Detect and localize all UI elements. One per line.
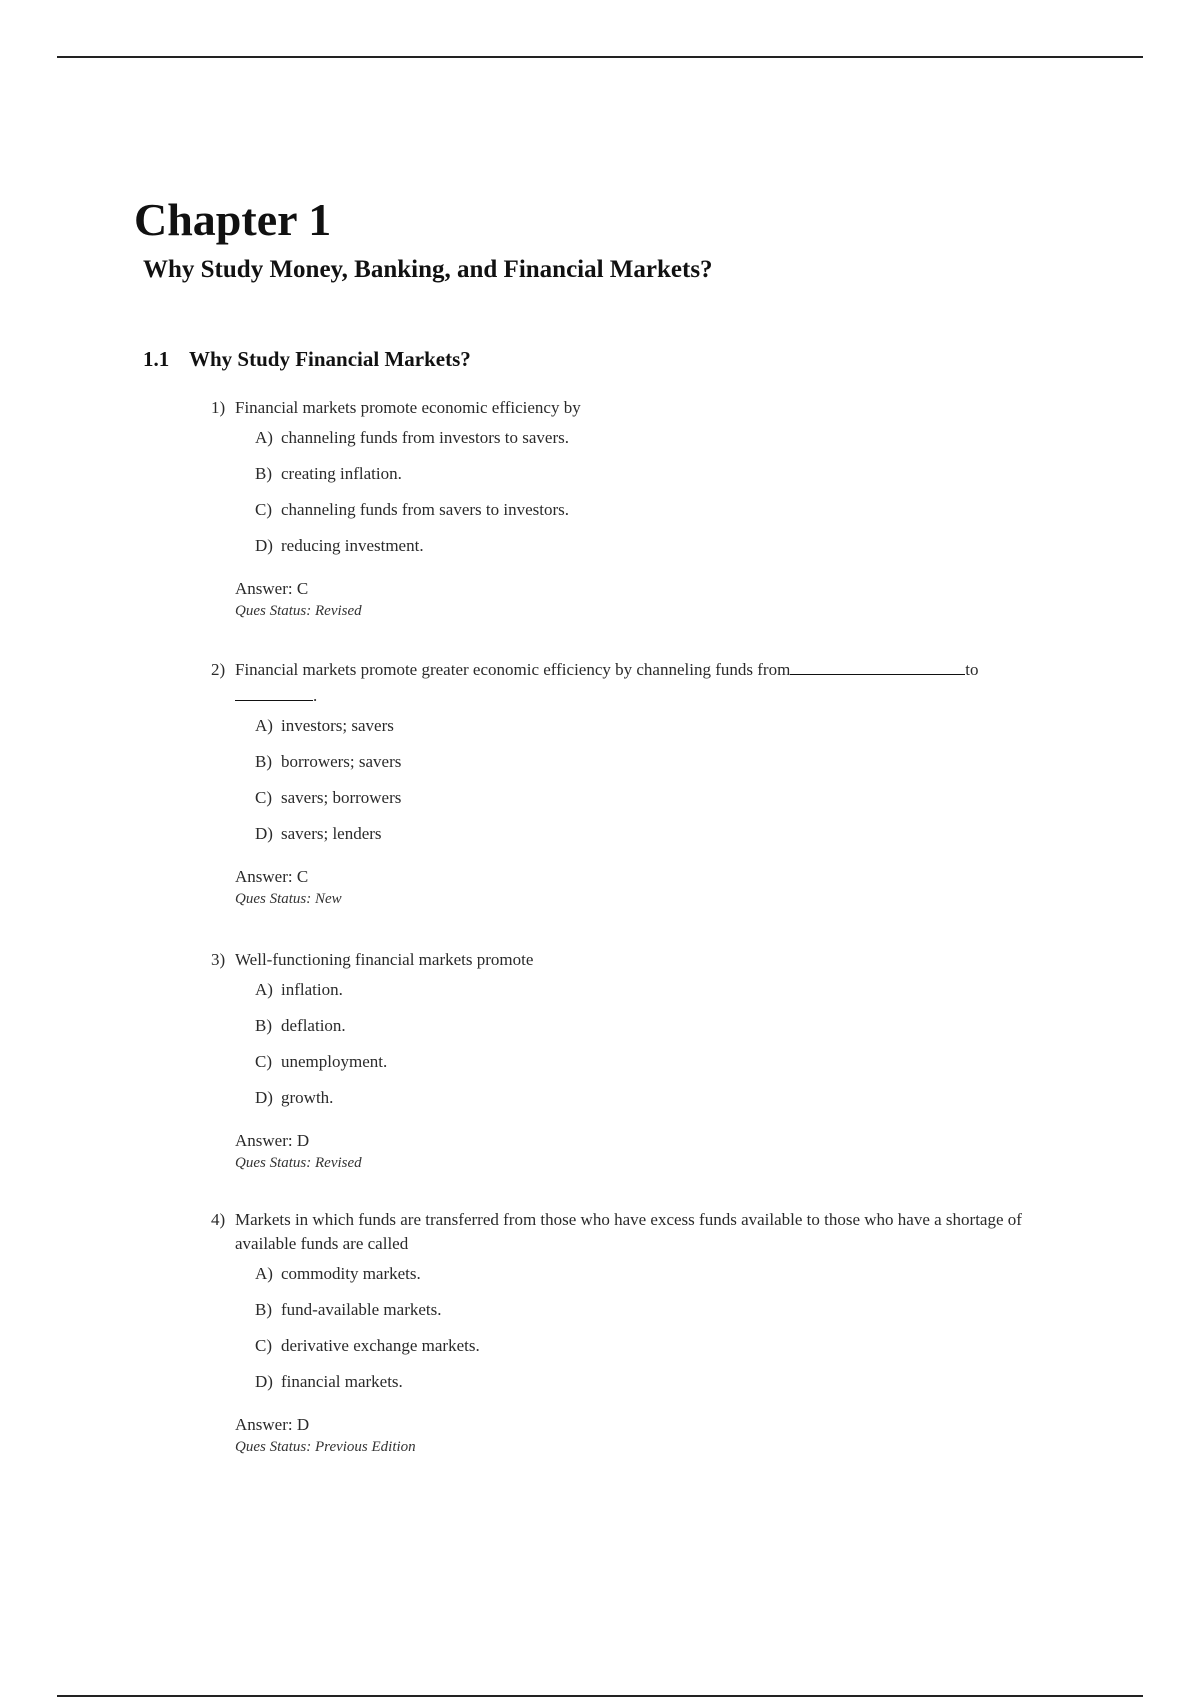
answer: Answer: C [235,579,309,598]
option-letter: B) [255,1016,272,1035]
section-heading [143,345,471,373]
option-a [255,1262,1071,1298]
option-text: inflation. [281,980,343,999]
question-status: Ques Status: New [235,891,342,907]
option-letter: A) [255,1264,273,1283]
option-b [255,1014,1071,1050]
section-number: 1.1 [143,347,170,371]
option-text: channeling funds from savers to investors. [281,500,569,519]
option-text: reducing investment. [281,536,424,555]
option-a [255,714,1071,750]
option-letter: A) [255,428,273,447]
option-letter: D) [255,1372,273,1391]
options-list [255,426,1071,570]
question-stem: 2) Financial markets promote greater economic efficiency by channeling funds from to . [211,660,979,705]
option-letter: C) [255,1052,272,1071]
option-text: deflation. [281,1016,346,1035]
option-text: unemployment. [281,1052,388,1071]
question-text: Well-functioning financial markets promote [235,950,534,969]
option-text: borrowers; savers [281,752,402,771]
option-text: commodity markets. [281,1264,421,1283]
option-text: channeling funds from investors to savers. [281,428,569,447]
option-text: investors; savers [281,716,394,735]
question-text: Financial markets promote economic efficiency by [235,398,581,417]
option-d [255,822,1071,858]
chapter-subtitle: Why Study Money, Banking, and Financial Markets? [143,256,713,283]
option-letter: B) [255,752,272,771]
question-status: Ques Status: Previous Edition [235,1439,416,1455]
option-text: fund-available markets. [281,1300,442,1319]
option-c [255,498,1071,534]
answer: Answer: D [235,1415,310,1434]
option-a [255,426,1071,462]
option-text: financial markets. [281,1372,403,1391]
question-text-after: to [965,660,979,679]
options-list [255,714,1071,858]
option-b [255,750,1071,786]
option-a [255,978,1071,1014]
question-stem [211,1208,1071,1256]
question-stem [211,948,1071,972]
section-title: Why Study Financial Markets? [189,347,471,371]
option-letter: D) [255,536,273,555]
question-number: 4) [211,1210,226,1229]
option-letter: D) [255,1088,273,1107]
option-letter: D) [255,824,273,843]
question-status: Ques Status: Revised [235,603,362,619]
option-d [255,1086,1071,1122]
option-text: savers; lenders [281,824,382,843]
question-number: 1) [211,398,226,417]
options-list [255,978,1071,1122]
bottom-rule [57,1695,1143,1697]
option-letter: C) [255,1336,272,1355]
option-text: savers; borrowers [281,788,402,807]
question-4 [211,1208,1071,1458]
options-list [255,1262,1071,1406]
option-text: creating inflation. [281,464,402,483]
option-text: growth. [281,1088,334,1107]
option-c [255,1334,1071,1370]
question-1 [211,396,1071,622]
question-2 [211,658,1071,910]
answer: Answer: C [235,867,309,886]
answer-blank [790,658,965,675]
answer-blank [235,684,313,701]
question-3 [211,948,1071,1174]
option-c [255,1050,1071,1086]
option-b [255,462,1071,498]
option-letter: C) [255,788,272,807]
question-number: 2) [211,660,226,679]
option-b [255,1298,1071,1334]
question-text: Financial markets promote greater economic efficiency by channeling funds from [235,660,791,679]
option-letter: A) [255,716,273,735]
option-letter: B) [255,1300,272,1319]
top-rule [57,56,1143,58]
question-text: Markets in which funds are transferred from those who have excess funds available to those who have a shortage of available funds are called [235,1210,1022,1253]
answer: Answer: D [235,1131,310,1150]
option-text: derivative exchange markets. [281,1336,480,1355]
option-letter: B) [255,464,272,483]
question-stem [211,396,1071,420]
option-letter: A) [255,980,273,999]
chapter-title: Chapter 1 [134,194,332,245]
question-status: Ques Status: Revised [235,1155,362,1171]
option-letter: C) [255,500,272,519]
option-d [255,1370,1071,1406]
option-c [255,786,1071,822]
option-d [255,534,1071,570]
question-number: 3) [211,950,226,969]
